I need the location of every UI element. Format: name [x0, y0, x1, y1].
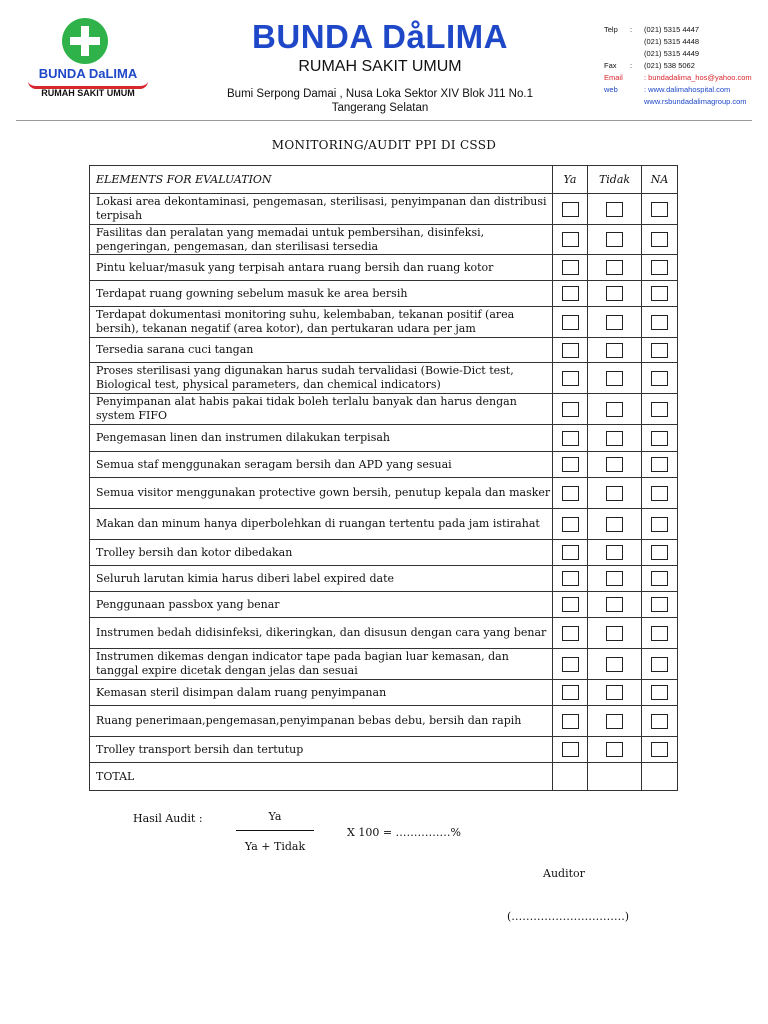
checkbox-tidak[interactable] [606, 260, 623, 275]
table-row [90, 307, 678, 338]
checkbox-ya[interactable] [562, 315, 579, 330]
contact-label [604, 48, 630, 60]
checkbox-tidak[interactable] [606, 457, 623, 472]
evaluation-element: Pengemasan linen dan instrumen dilakukan terpisah [90, 425, 553, 452]
contact-separator: : [630, 61, 633, 70]
table-row [90, 540, 678, 566]
contact-value: (021) 538 5062 [644, 61, 695, 70]
total-tidak[interactable] [588, 763, 642, 791]
cell-na [642, 225, 678, 255]
checkbox-tidak[interactable] [606, 545, 623, 560]
cell-na [642, 478, 678, 509]
cell-na [642, 194, 678, 225]
medical-cross-icon [62, 18, 108, 64]
cell-na [642, 737, 678, 763]
evaluation-element: Penyimpanan alat habis pakai tidak boleh terlalu banyak dan harus dengan system FIFO [90, 394, 553, 425]
total-ya[interactable] [553, 763, 588, 791]
checkbox-ya[interactable] [562, 402, 579, 417]
cell-tidak [588, 649, 642, 680]
checkbox-na[interactable] [651, 286, 668, 301]
checkbox-na[interactable] [651, 626, 668, 641]
evaluation-element: Trolley bersih dan kotor dibedakan [90, 540, 553, 566]
checkbox-na[interactable] [651, 571, 668, 586]
table-row [90, 592, 678, 618]
address-line-1: Bumi Serpong Damai , Nusa Loka Sektor XIV Blok J11 No.1 [227, 88, 533, 100]
cell-na [642, 255, 678, 281]
checkbox-ya[interactable] [562, 371, 579, 386]
cell-na [642, 509, 678, 540]
cell-tidak [588, 363, 642, 394]
cell-ya [553, 255, 588, 281]
contact-label: Telp [604, 25, 618, 34]
audit-result [0, 806, 768, 866]
evaluation-element: Penggunaan passbox yang benar [90, 592, 553, 618]
checkbox-tidak[interactable] [606, 685, 623, 700]
cell-ya [553, 307, 588, 338]
header-tidak: Tidak [588, 166, 642, 194]
cell-tidak [588, 255, 642, 281]
evaluation-element: Trolley transport bersih dan tertutup [90, 737, 553, 763]
evaluation-element: Semua visitor menggunakan protective gown bersih, penutup kepala dan masker [90, 478, 553, 509]
total-na[interactable] [642, 763, 678, 791]
contact-label: Fax [604, 61, 617, 70]
total-label: TOTAL [90, 763, 553, 791]
table-row [90, 706, 678, 737]
checkbox-ya[interactable] [562, 202, 579, 217]
checkbox-na[interactable] [651, 343, 668, 358]
checkbox-tidak[interactable] [606, 626, 623, 641]
cell-ya [553, 363, 588, 394]
contact-row [604, 60, 764, 72]
cell-tidak [588, 706, 642, 737]
header-elements: ELEMENTS FOR EVALUATION [90, 166, 553, 194]
checkbox-ya[interactable] [562, 232, 579, 247]
contact-info [604, 24, 764, 108]
total-row [90, 763, 678, 791]
contact-separator [630, 72, 644, 84]
checkbox-na[interactable] [651, 657, 668, 672]
checkbox-na[interactable] [651, 402, 668, 417]
checkbox-na[interactable] [651, 742, 668, 757]
cell-tidak [588, 680, 642, 706]
logo-subtitle: RUMAH SAKIT UMUM [41, 88, 135, 98]
checkbox-ya[interactable] [562, 286, 579, 301]
cell-tidak [588, 338, 642, 363]
cell-tidak [588, 592, 642, 618]
evaluation-element: Terdapat ruang gowning sebelum masuk ke area bersih [90, 281, 553, 307]
cell-na [642, 680, 678, 706]
signature-line[interactable]: (………………………….) [507, 910, 630, 923]
checkbox-ya[interactable] [562, 657, 579, 672]
cell-na [642, 307, 678, 338]
checkbox-na[interactable] [651, 597, 668, 612]
evaluation-element: Fasilitas dan peralatan yang memadai untuk pembersihan, disinfeksi, pengeringan, pengemasan, dan sterilisasi tersedia [90, 225, 553, 255]
checkbox-na[interactable] [651, 260, 668, 275]
checkbox-na[interactable] [651, 517, 668, 532]
contact-separator [630, 36, 644, 48]
checkbox-na[interactable] [651, 315, 668, 330]
table-row [90, 363, 678, 394]
checkbox-ya[interactable] [562, 545, 579, 560]
table-row [90, 281, 678, 307]
evaluation-element: Kemasan steril disimpan dalam ruang penyimpanan [90, 680, 553, 706]
result-denominator: Ya + Tidak [244, 840, 306, 853]
contact-label [604, 36, 630, 48]
checkbox-ya[interactable] [562, 431, 579, 446]
checkbox-ya[interactable] [562, 714, 579, 729]
cell-ya [553, 509, 588, 540]
checkbox-tidak[interactable] [606, 431, 623, 446]
checkbox-ya[interactable] [562, 742, 579, 757]
checkbox-ya[interactable] [562, 260, 579, 275]
hospital-address [200, 87, 560, 115]
evaluation-element: Proses sterilisasi yang digunakan harus sudah tervalidasi (Bowie-Dict test, Biological test, physical parameters, dan chemical indicators) [90, 363, 553, 394]
table-row [90, 425, 678, 452]
contact-separator [630, 84, 644, 96]
cell-ya [553, 425, 588, 452]
checkbox-na[interactable] [651, 545, 668, 560]
result-formula: X 100 = ……………% [347, 826, 461, 839]
checkbox-tidak[interactable] [606, 657, 623, 672]
evaluation-element: Lokasi area dekontaminasi, pengemasan, sterilisasi, penyimpanan dan distribusi terpisah [90, 194, 553, 225]
checkbox-tidak[interactable] [606, 571, 623, 586]
cell-na [642, 281, 678, 307]
evaluation-element: Terdapat dokumentasi monitoring suhu, kelembaban, tekanan positif (area bersih), tekanan negatif (area kotor), dan pertukaran udara per jam [90, 307, 553, 338]
table-header-row [90, 166, 678, 194]
table-row [90, 194, 678, 225]
table-row [90, 649, 678, 680]
cell-ya [553, 737, 588, 763]
hospital-type: RUMAH SAKIT UMUM [298, 58, 462, 75]
checkbox-tidak[interactable] [606, 343, 623, 358]
contact-value: www.rsbundadalimagroup.com [644, 97, 747, 106]
contact-separator [630, 48, 644, 60]
header-divider [16, 120, 752, 121]
table-row [90, 509, 678, 540]
cell-ya [553, 592, 588, 618]
cell-na [642, 394, 678, 425]
letterhead [0, 0, 768, 122]
hospital-name: BUNDA DåLIMA [252, 18, 508, 55]
checkbox-tidak[interactable] [606, 517, 623, 532]
logo-name: BUNDA DaLIMA [38, 66, 138, 81]
checkbox-tidak[interactable] [606, 315, 623, 330]
contact-label: web [604, 85, 618, 94]
header-na: NA [642, 166, 678, 194]
checkbox-ya[interactable] [562, 597, 579, 612]
contact-value: (021) 5315 4447 [644, 25, 700, 34]
evaluation-element: Semua staf menggunakan seragam bersih dan APD yang sesuai [90, 452, 553, 478]
checkbox-tidak[interactable] [606, 402, 623, 417]
cell-tidak [588, 478, 642, 509]
header-ya: Ya [553, 166, 588, 194]
cell-ya [553, 478, 588, 509]
contact-row [604, 48, 764, 60]
checkbox-tidak[interactable] [606, 714, 623, 729]
checkbox-ya[interactable] [562, 685, 579, 700]
checkbox-na[interactable] [651, 685, 668, 700]
checkbox-tidak[interactable] [606, 202, 623, 217]
cell-tidak [588, 509, 642, 540]
cell-na [642, 618, 678, 649]
auditor-label: Auditor [543, 867, 585, 880]
address-line-2: Tangerang Selatan [331, 102, 429, 114]
checkbox-na[interactable] [651, 714, 668, 729]
table-row [90, 566, 678, 592]
cell-ya [553, 281, 588, 307]
cell-na [642, 425, 678, 452]
cell-na [642, 452, 678, 478]
cell-tidak [588, 618, 642, 649]
checkbox-ya[interactable] [562, 343, 579, 358]
evaluation-element: Pintu keluar/masuk yang terpisah antara ruang bersih dan ruang kotor [90, 255, 553, 281]
contact-value: : www.dalimahospital.com [644, 85, 731, 94]
cell-tidak [588, 425, 642, 452]
form-title: MONITORING/AUDIT PPI DI CSSD [271, 138, 497, 152]
checkbox-ya[interactable] [562, 626, 579, 641]
checkbox-tidak[interactable] [606, 232, 623, 247]
contact-separator: : [630, 25, 633, 34]
cell-ya [553, 649, 588, 680]
cell-ya [553, 452, 588, 478]
cell-tidak [588, 394, 642, 425]
result-numerator: Ya [268, 810, 282, 823]
contact-label [604, 96, 630, 108]
evaluation-element: Instrumen dikemas dengan indicator tape pada bagian luar kemasan, dan tanggal expire dicetak dengan jelas dan sesuai [90, 649, 553, 680]
cell-ya [553, 338, 588, 363]
checkbox-na[interactable] [651, 457, 668, 472]
table-row [90, 737, 678, 763]
contact-row [604, 84, 764, 96]
cell-ya [553, 394, 588, 425]
cell-na [642, 649, 678, 680]
table-row [90, 680, 678, 706]
checkbox-tidak[interactable] [606, 486, 623, 501]
table-row [90, 255, 678, 281]
checkbox-na[interactable] [651, 232, 668, 247]
contact-value: : bundadalima_hos@yahoo.com [644, 73, 752, 82]
checkbox-tidak[interactable] [606, 286, 623, 301]
cell-tidak [588, 540, 642, 566]
evaluation-element: Ruang penerimaan,pengemasan,penyimpanan bebas debu, bersih dan rapih [90, 706, 553, 737]
checkbox-na[interactable] [651, 202, 668, 217]
contact-value: (021) 5315 4449 [644, 49, 700, 58]
evaluation-element: Tersedia sarana cuci tangan [90, 338, 553, 363]
table-row [90, 618, 678, 649]
contact-row [604, 96, 764, 108]
cell-tidak [588, 194, 642, 225]
checkbox-ya[interactable] [562, 457, 579, 472]
evaluation-element: Makan dan minum hanya diperbolehkan di ruangan tertentu pada jam istirahat [90, 509, 553, 540]
checkbox-tidak[interactable] [606, 742, 623, 757]
cell-ya [553, 618, 588, 649]
checkbox-na[interactable] [651, 371, 668, 386]
checkbox-na[interactable] [651, 431, 668, 446]
cell-ya [553, 706, 588, 737]
cell-na [642, 566, 678, 592]
fraction-line [236, 830, 314, 831]
table-row [90, 478, 678, 509]
cell-tidak [588, 281, 642, 307]
cell-na [642, 363, 678, 394]
cell-na [642, 592, 678, 618]
cell-na [642, 338, 678, 363]
table-row [90, 338, 678, 363]
table-row [90, 394, 678, 425]
contact-value: (021) 5315 4448 [644, 37, 700, 46]
cell-ya [553, 680, 588, 706]
contact-separator [630, 96, 644, 108]
checkbox-ya[interactable] [562, 486, 579, 501]
table-row [90, 452, 678, 478]
cell-tidak [588, 452, 642, 478]
evaluation-table [89, 165, 678, 791]
cell-tidak [588, 737, 642, 763]
contact-label: Email [604, 73, 623, 82]
contact-row [604, 72, 764, 84]
cell-ya [553, 540, 588, 566]
contact-row [604, 36, 764, 48]
cell-ya [553, 225, 588, 255]
cell-tidak [588, 225, 642, 255]
checkbox-tidak[interactable] [606, 371, 623, 386]
table-row [90, 225, 678, 255]
checkbox-tidak[interactable] [606, 597, 623, 612]
cell-ya [553, 566, 588, 592]
hospital-logo [20, 14, 156, 104]
checkbox-ya[interactable] [562, 517, 579, 532]
cell-tidak [588, 566, 642, 592]
checkbox-ya[interactable] [562, 571, 579, 586]
evaluation-element: Seluruh larutan kimia harus diberi label expired date [90, 566, 553, 592]
checkbox-na[interactable] [651, 486, 668, 501]
evaluation-element: Instrumen bedah didisinfeksi, dikeringkan, dan disusun dengan cara yang benar [90, 618, 553, 649]
cell-na [642, 706, 678, 737]
cell-ya [553, 194, 588, 225]
result-label: Hasil Audit : [133, 812, 203, 825]
cell-na [642, 540, 678, 566]
contact-row [604, 24, 764, 36]
cell-tidak [588, 307, 642, 338]
